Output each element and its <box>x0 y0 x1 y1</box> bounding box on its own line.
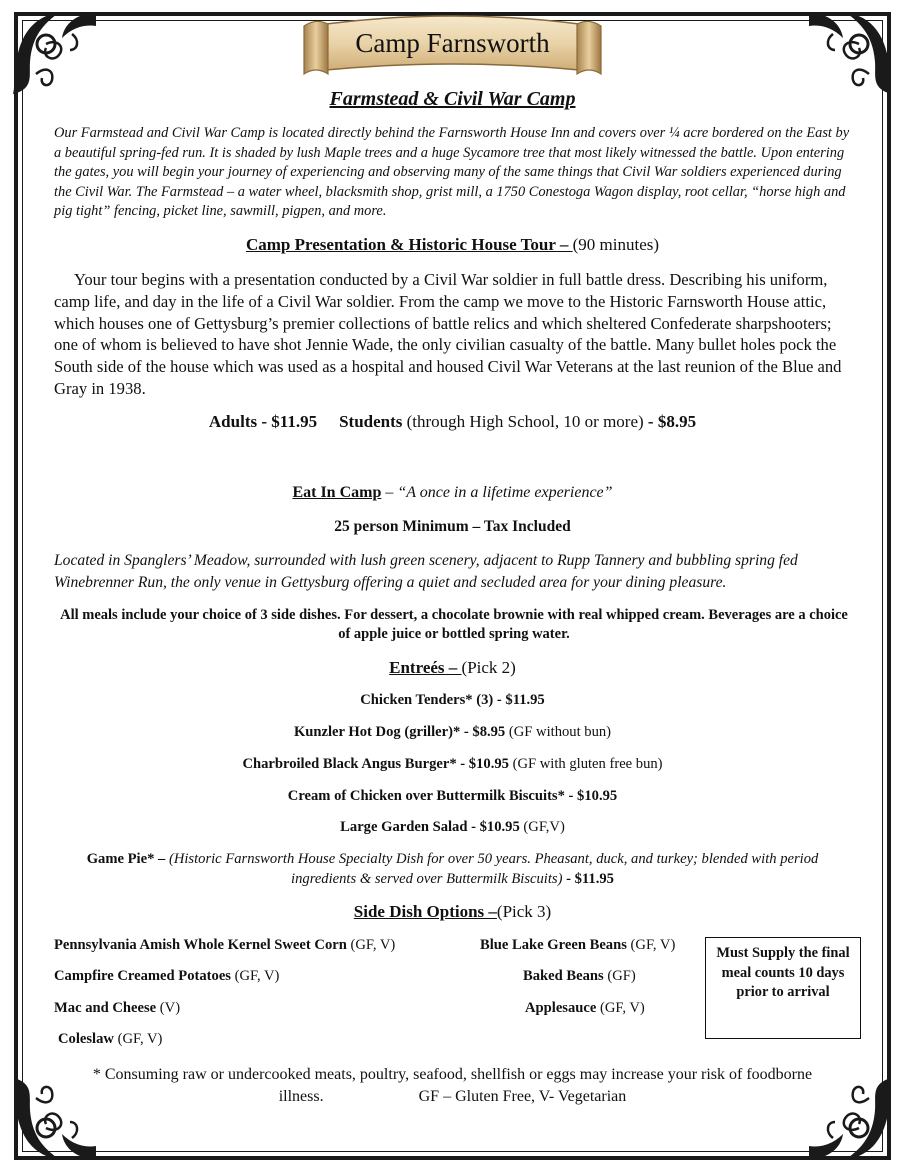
meals-note: All meals include your choice of 3 side dishes. For dessert, a chocolate brownie with real whipped cream. Beverages are a choice of apple juice or bottled spring water. <box>60 607 848 642</box>
side-dish-name: Blue Lake Green Beans <box>480 937 627 953</box>
entree-note: (GF without bun) <box>505 724 612 740</box>
meal-count-notice: Must Supply the final meal counts 10 days prior to arrival <box>716 945 850 1000</box>
side-dish-tags: (GF, V) <box>626 937 676 953</box>
side-dish-name: Pennsylvania Amish Whole Kernel Sweet Corn <box>54 937 347 953</box>
entrees-title: Entreés – <box>389 658 462 677</box>
banner-title: Camp Farnsworth <box>355 28 550 58</box>
entree-item <box>0 692 905 709</box>
entree-name: Chicken Tenders* (3) - $11.95 <box>360 692 545 708</box>
entree-note: (GF,V) <box>519 819 565 835</box>
entree-item <box>0 756 905 773</box>
side-dish-tags: (GF, V) <box>230 968 280 984</box>
intro-paragraph: Our Farmstead and Civil War Camp is located directly behind the Farnsworth House Inn and covers over ¼ acre bordered on the East by a beautiful spring-fed run. It is shaded by lush Maple trees and a huge Sycamore tree that most likely witnessed the battle. Upon entering the gates, you will begin your journey of experiencing and observing many of the same things that Civil War soldiers experienced during the Civil War. The Farmstead – a water wheel, blacksmith shop, grist mill, a 1750 Conestoga Wagon display, root cellar, “horse high and pig tight” fencing, picket line, sawmill, pigpen, and more. <box>54 125 850 219</box>
page-subtitle: Farmstead & Civil War Camp <box>329 88 576 110</box>
corner-flourish-top-right <box>803 4 899 100</box>
tour-prices <box>0 412 905 432</box>
side-dish-item <box>480 937 675 954</box>
eat-in-camp-title: Eat In Camp <box>292 484 382 501</box>
tour-duration: (90 minutes) <box>572 235 660 254</box>
tour-heading-title: Camp Presentation & Historic House Tour – <box>245 235 573 254</box>
sides-pick: (Pick 3) <box>496 902 552 921</box>
side-dish-tags: (GF, V) <box>113 1031 163 1047</box>
students-label: Students <box>339 412 403 431</box>
side-dish-name: Applesauce <box>525 1000 597 1016</box>
side-dish-item <box>523 968 636 985</box>
eat-tagline: “A once in a lifetime experience” <box>397 484 613 501</box>
side-dish-item <box>525 1000 645 1017</box>
entree-name: Kunzler Hot Dog (griller)* - $8.95 <box>293 724 506 740</box>
side-dish-tags: (GF, V) <box>596 1000 645 1016</box>
game-pie-item <box>70 850 835 889</box>
side-dish-tags: (GF, V) <box>346 937 396 953</box>
entrees-heading <box>0 658 905 678</box>
tour-heading <box>0 235 905 255</box>
footer-note <box>70 1064 835 1107</box>
food-safety-warning: * Consuming raw or undercooked meats, poultry, seafood, shellfish or eggs may increase your risk of foodborne illness. <box>92 1066 813 1105</box>
game-pie-price: - $11.95 <box>562 870 614 887</box>
students-price: - $8.95 <box>647 412 697 431</box>
entree-item <box>0 788 905 805</box>
adult-price: Adults - $11.95 <box>208 412 318 431</box>
side-dish-item <box>54 1000 180 1017</box>
eat-heading-dash: – <box>381 484 398 501</box>
side-dish-item <box>58 1031 162 1048</box>
tour-description: Your tour begins with a presentation conducted by a Civil War soldier in full battle dress. Describing his uniform, camp life, and day in the life of a Civil War soldier. From the camp we move to the Historic Farnsworth House attic, which houses one of Gettysburg’s premier collections of battle relics and which sheltered Confederate sharpshooters; one of whom is believed to have shot Jennie Wade, the only civilian casualty of the battle. Many bullet holes pock the South side of the house which was used as a hospital and housed Civil War Veterans at the last reunion of the Blue and Gray in 1938. <box>54 270 842 398</box>
side-dish-item <box>54 968 279 985</box>
side-dish-name: Campfire Creamed Potatoes <box>54 968 231 984</box>
sides-title: Side Dish Options – <box>353 902 497 921</box>
entree-name: Cream of Chicken over Buttermilk Biscuits* - $10.95 <box>287 788 618 804</box>
entree-name: Large Garden Salad - $10.95 <box>340 819 520 835</box>
side-dish-name: Coleslaw <box>58 1031 114 1047</box>
side-dish-name: Mac and Cheese <box>54 1000 157 1016</box>
students-note: (through High School, 10 or more) <box>402 412 648 431</box>
side-dish-item <box>54 937 395 954</box>
diet-legend: GF – Gluten Free, V- Vegetarian <box>418 1087 627 1105</box>
entree-item <box>0 819 905 836</box>
entree-note: (GF with gluten free bun) <box>508 756 663 772</box>
game-pie-name: Game Pie* – <box>86 851 169 867</box>
entree-item <box>0 724 905 741</box>
minimum-note: 25 person Minimum – Tax Included <box>334 518 571 535</box>
game-pie-description: (Historic Farnsworth House Specialty Dish for over 50 years. Pheasant, duck, and turkey; blended with period ingredients & served over Buttermilk Biscuits) <box>168 851 819 887</box>
entrees-pick: (Pick 2) <box>461 658 516 677</box>
side-dish-name: Baked Beans <box>523 968 604 984</box>
sides-heading <box>0 902 905 922</box>
side-dish-tags: (GF) <box>603 968 636 984</box>
location-paragraph: Located in Spanglers’ Meadow, surrounded with lush green scenery, adjacent to Rupp Tannery and bubbling spring fed Winebrenner Run, the only venue in Gettysburg offering a quiet and secluded area for your dining pleasure. <box>54 552 798 591</box>
corner-flourish-top-left <box>6 4 102 100</box>
side-dish-tags: (V) <box>156 1000 181 1016</box>
entree-name: Charbroiled Black Angus Burger* - $10.95 <box>242 756 509 772</box>
eat-in-camp-heading <box>0 484 905 502</box>
